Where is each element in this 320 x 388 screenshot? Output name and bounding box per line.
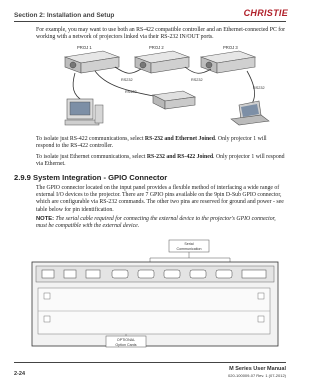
- page-number: 2-24: [14, 371, 26, 377]
- proj-2-label: PROJ 2: [149, 45, 164, 50]
- doc-number: 020-100009-07 Rev. 1 (07-2012): [228, 373, 286, 378]
- manual-title: M Series User Manual: [229, 366, 286, 372]
- cable-label-3: RS422: [125, 90, 137, 94]
- network-diagram: [55, 43, 270, 130]
- svg-text:Serial: Serial: [184, 242, 194, 246]
- christie-logo: CHRISTIE: [243, 8, 288, 18]
- cable-label-1: RS232: [121, 78, 133, 82]
- isolate-ethernet-paragraph: To isolate just Ethernet communications, select RS-232 and RS-422 Joined. Only projector 1 will respond via Ethernet.: [36, 154, 285, 168]
- proj-3-label: PROJ 3: [223, 45, 238, 50]
- header-rule: [14, 21, 286, 22]
- serial-communication-callout: [150, 240, 230, 262]
- rs422-controller-icon: [153, 91, 195, 109]
- laptop-icon: [231, 101, 269, 125]
- svg-text:Option Cards: Option Cards: [115, 343, 137, 347]
- svg-text:Communication: Communication: [176, 247, 202, 251]
- gpio-paragraph: The GPIO connector located on the input panel provides a flexible method of interfacing a wide range of external I/O devices to the projector. There are 7 GPIO pins available on the 9pin D-Sub GPIO connector, which are configurable via RS-232 commands. The other two pins are reserved for ground and power - see table below for pin identification.: [36, 185, 284, 213]
- projector-2-icon: [135, 51, 189, 73]
- svg-text:OPTIONAL: OPTIONAL: [116, 338, 136, 342]
- note-label: NOTE:: [36, 216, 55, 222]
- isolate-rs422-paragraph: To isolate just RS-422 communications, select RS-232 and Ethernet Joined. Only projector 1 will respond to the RS-422 controller.: [36, 136, 267, 150]
- pc-computer-icon: [65, 99, 103, 125]
- proj-1-label: PROJ 1: [77, 45, 92, 50]
- section-heading: 2.9.9 System Integration - GPIO Connector: [14, 173, 168, 182]
- optional-option-cards-callout: [106, 334, 146, 347]
- cable-label-4: RS232: [253, 86, 265, 90]
- intro-paragraph: For example, you may want to use both an RS-422 compatible controller and an Ethernet-connected PC for working with a network of projectors linked via their RS-232 IN/OUT ports.: [36, 27, 286, 41]
- projector-1-icon: [65, 51, 119, 73]
- section-header: Section 2: Installation and Setup: [14, 12, 115, 19]
- footer-manual: [228, 366, 286, 378]
- note-paragraph: NOTE: The serial cable required for connecting the external device to the projector's GPIO connector, must be compatible with the external device.: [36, 216, 276, 230]
- input-panel-diagram: [30, 238, 280, 350]
- cable-label-2: RS232: [191, 78, 203, 82]
- footer-rule: [14, 362, 286, 363]
